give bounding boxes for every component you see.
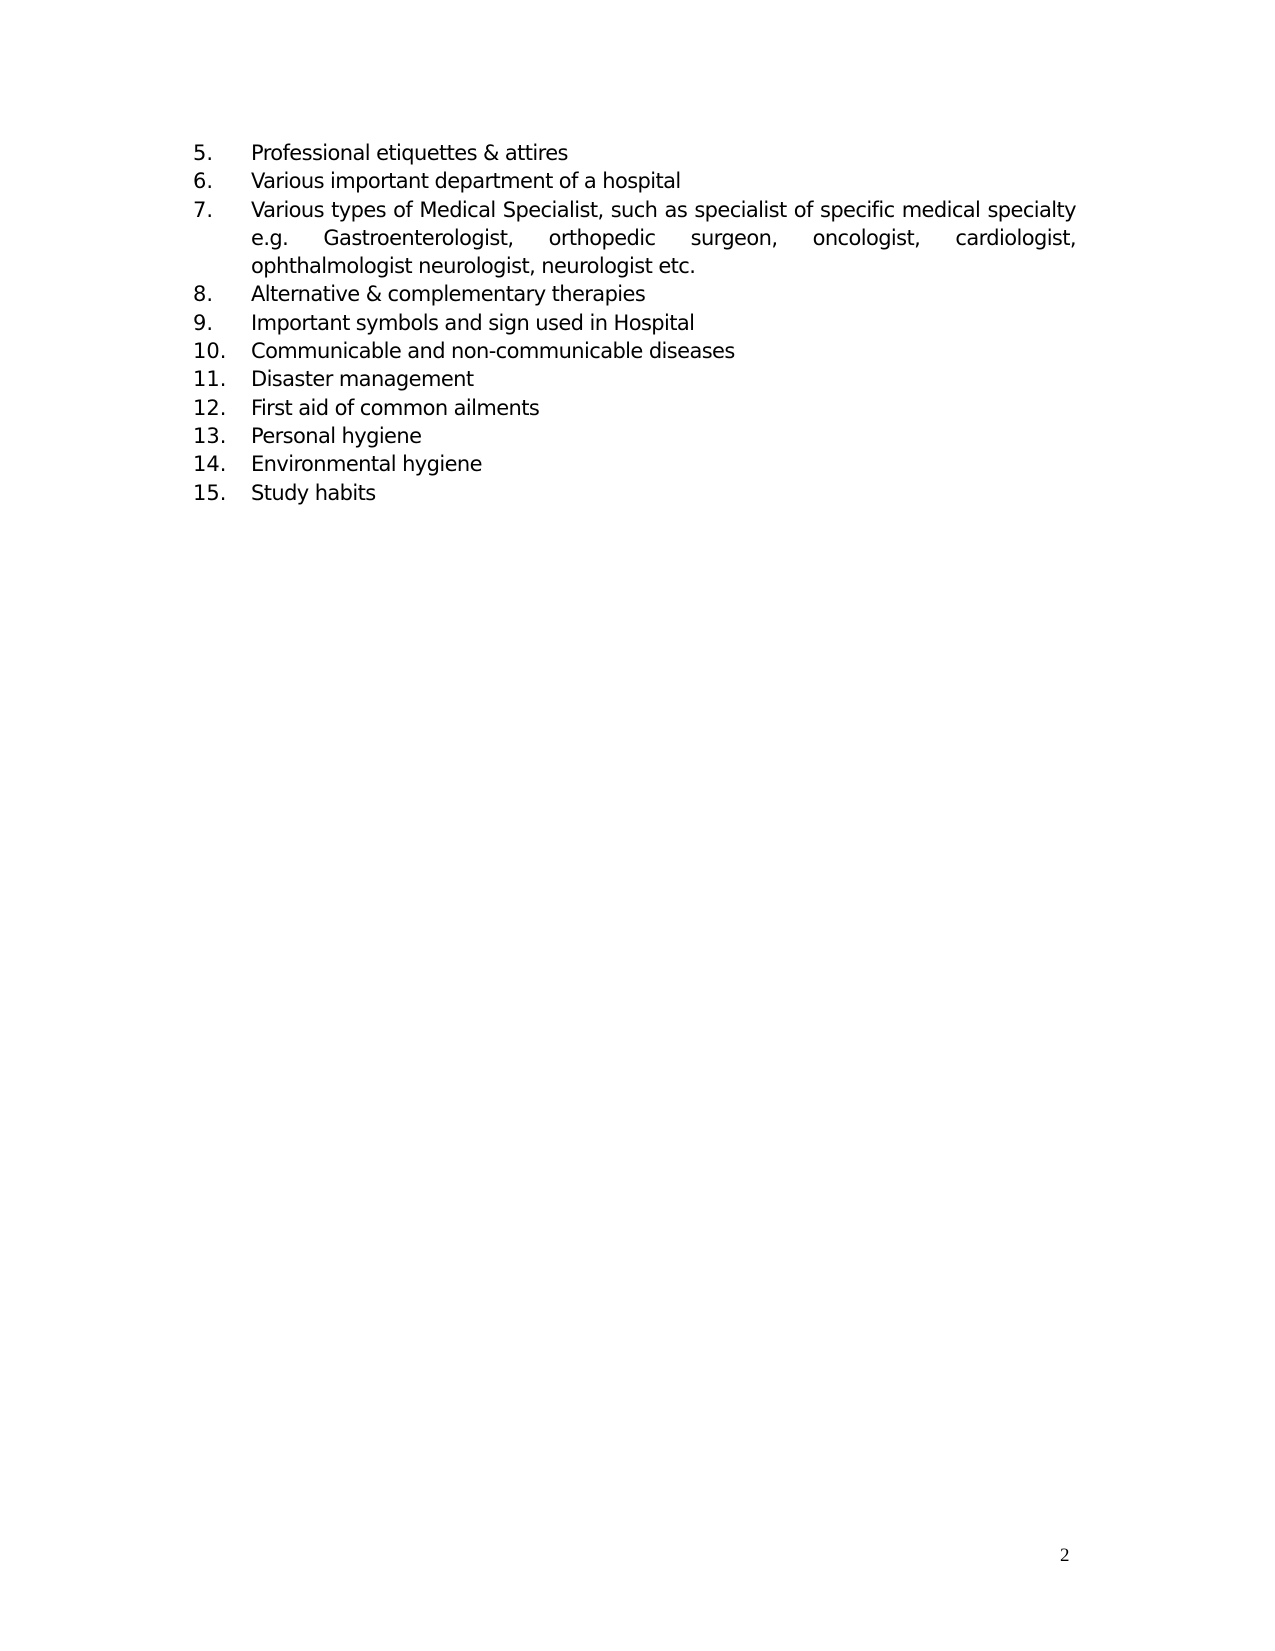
list-item [193,280,1076,308]
list-item-text: First aid of common ailments [251,395,540,420]
page-number: 2 [1060,1545,1070,1566]
list-item [193,450,1076,478]
list-item-text: Disaster management [251,367,474,392]
list-item-text: Professional etiquettes & attires [251,141,568,165]
list-item [193,139,1076,167]
list-item [193,422,1076,450]
list-item-number: 8. [193,282,214,307]
list-item [193,309,1076,337]
list-item-text: Study habits [251,480,376,505]
list-item-number: 7. [193,197,214,222]
list-item-number: 5. [193,141,214,165]
list-item-number: 13. [193,423,227,448]
list-item [193,394,1076,422]
list-item-text: Environmental hygiene [251,452,482,477]
list-item-text: Various important department of a hospital [251,169,681,194]
list-item [193,479,1076,507]
list-item-text: Alternative & complementary therapies [251,282,646,307]
list-item [193,167,1076,195]
list-item-number: 6. [193,169,214,194]
list-item-text: Various types of Medical Specialist, such as specialist of specific medical specialty e.g. Gastroenterologist, orthopedic surgeon, oncologist, cardiologist, ophthalmologist neurologist, neurologist etc. [251,197,1076,279]
list-item [193,365,1076,393]
list-item-text: Important symbols and sign used in Hospital [251,310,695,335]
list-item-number: 14. [193,452,227,477]
list-item-number: 11. [193,367,227,392]
list-item-text: Communicable and non-communicable diseases [251,339,735,364]
topic-list [193,139,1076,507]
list-item [193,196,1076,281]
list-item-number: 12. [193,395,227,420]
list-item-number: 9. [193,310,214,335]
list-item [193,337,1076,365]
list-item-number: 15. [193,480,227,505]
list-item-text: Personal hygiene [251,423,422,448]
list-item-number: 10. [193,339,227,364]
